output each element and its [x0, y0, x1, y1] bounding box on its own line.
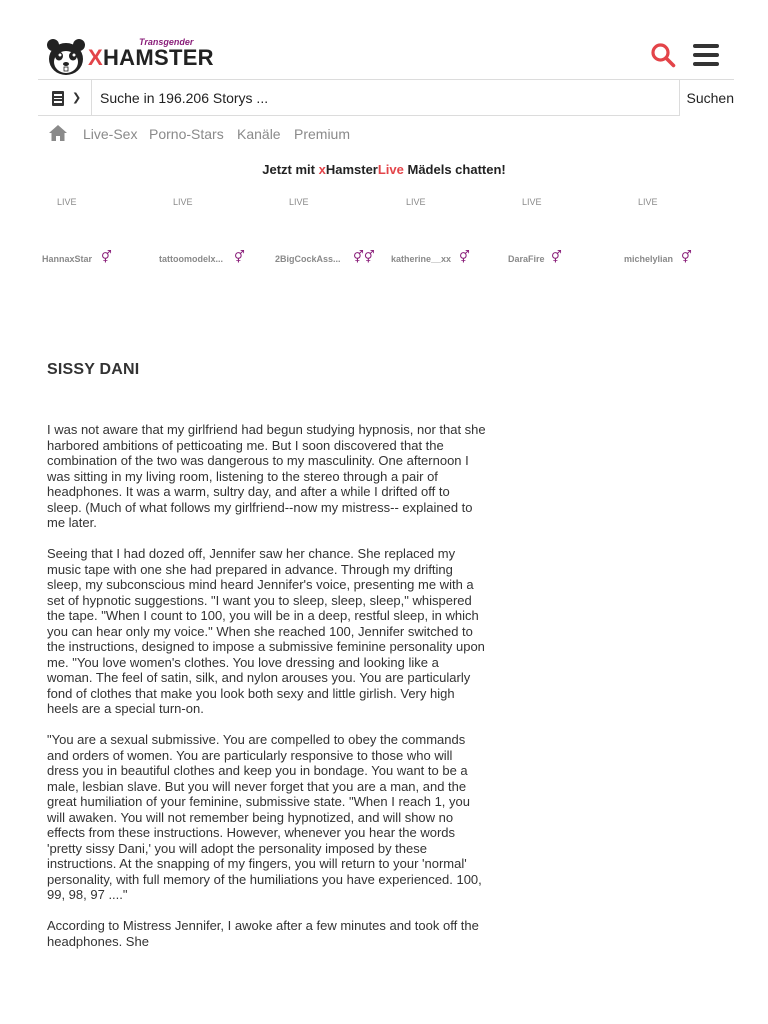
- cam-model-name[interactable]: michelylian: [624, 254, 674, 264]
- cam-live-badge: LIVE: [173, 197, 193, 207]
- cam-live-badge: LIVE: [406, 197, 426, 207]
- cam-model-name[interactable]: HannaxStar: [42, 254, 93, 264]
- hamster-logo-icon[interactable]: [46, 38, 86, 76]
- cam-model-name[interactable]: katherine__xx: [391, 254, 452, 264]
- nav-porno-stars[interactable]: Porno-Stars: [149, 126, 224, 142]
- main-nav: [38, 116, 734, 150]
- cam-model-name[interactable]: tattoomodelx...: [159, 254, 224, 264]
- logo-wordmark[interactable]: [88, 45, 214, 71]
- gender-symbol-icon: ⚥: [551, 250, 562, 264]
- search-bar: [38, 80, 734, 116]
- cam-live-badge: LIVE: [522, 197, 542, 207]
- cam-live-badge: LIVE: [638, 197, 658, 207]
- story-paragraph: I was not aware that my girlfriend had begun studying hypnosis, nor that she harbored ambitions of petticoating me. But I soon discovered that the combination of the two was dangerous to my masculinity. One afternoon I was sitting in my living room, listening to the stereo through a pair of headphones. It was a warm, sultry day, and after a while I drifted off to sleep. (Much of what follows my girlfriend--now my mistress-- explained to me later.: [47, 422, 486, 530]
- promo-brand-live: Live: [377, 162, 404, 177]
- promo-brand-x: x: [318, 162, 326, 177]
- nav-live-sex[interactable]: Live-Sex: [83, 126, 138, 142]
- gender-symbol-icon: ⚥: [681, 250, 692, 264]
- gender-symbol-icon: ⚥: [459, 250, 470, 264]
- cam-model-name[interactable]: 2BigCockAss...: [275, 254, 341, 264]
- cam-live-badge: LIVE: [57, 197, 77, 207]
- home-icon[interactable]: [49, 125, 67, 141]
- document-icon: [52, 91, 64, 106]
- story-paragraph: "You are a sexual submissive. You are compelled to obey the commands and orders of women. You are particularly responsive to those who will dress you in beautiful clothes and keep you in bondage. You want to be a male, lesbian slave. But you will never forget that you are a man, and the great humiliation of your feminine, submissive state. "When I reach 1, you will awaken. You will not remember being hypnotized, and will show no effects from these instructions. However, whenever you hear the words 'pretty sissy Dani,' you will adopt the personality imposed by these instructions. At the snapping of my fingers, you will return to your 'normal' personality, with full memory of the humiliations you have experienced. 100, 99, 98, 97 ....": [47, 732, 482, 902]
- nav-kanaele[interactable]: Kanäle: [237, 126, 281, 142]
- logo-name: HAMSTER: [102, 45, 214, 70]
- live-chat-promo[interactable]: [0, 162, 768, 177]
- promo-text-before: Jetzt mit: [262, 162, 319, 177]
- story-paragraph: Seeing that I had dozed off, Jennifer saw her chance. She replaced my music tape with one she had prepared in advance. Through my drifting sleep, my subconscious mind heard Jennifer's voice, presenting me with a set of hypnotic suggestions. "I want you to sleep, sleep, sleep," whispered the tape. "When I count to 100, you will be in a deep, restful sleep, in which you can hear only my voice." When she reached 100, Jennifer switched to the instructions, designed to impose a submissive feminine personality upon me. "You love women's clothes. You love dressing and looking like a woman. The feel of satin, silk, and nylon arouses you. You are particularly fond of clothes that make you look both sexy and little girlish. Very high heels are a special turn-on.: [47, 546, 485, 716]
- search-button[interactable]: Suchen: [679, 80, 734, 116]
- story-title: SISSY DANI: [47, 361, 140, 378]
- search-icon[interactable]: [650, 42, 676, 68]
- gender-symbol-icon: ⚥⚥: [353, 250, 375, 264]
- chevron-down-icon: ❯: [72, 92, 82, 104]
- gender-symbol-icon: ⚥: [101, 250, 112, 264]
- logo-tagline: Transgender: [139, 37, 194, 47]
- promo-text-after: Mädels chatten!: [403, 162, 506, 177]
- cam-model-name[interactable]: DaraFire: [508, 254, 545, 264]
- gender-symbol-icon: ⚥: [234, 250, 245, 264]
- cam-live-badge: LIVE: [289, 197, 309, 207]
- promo-brand-mid: Hamster: [325, 162, 378, 177]
- story-body: [47, 422, 487, 992]
- story-paragraph: According to Mistress Jennifer, I awoke after a few minutes and took off the headphones. She: [47, 918, 479, 949]
- nav-premium[interactable]: Premium: [294, 126, 351, 142]
- search-input[interactable]: [93, 80, 679, 116]
- logo-x: X: [88, 45, 103, 70]
- search-type-dropdown[interactable]: [38, 80, 92, 116]
- site-header: [38, 34, 734, 80]
- hamburger-menu-icon[interactable]: [693, 44, 719, 68]
